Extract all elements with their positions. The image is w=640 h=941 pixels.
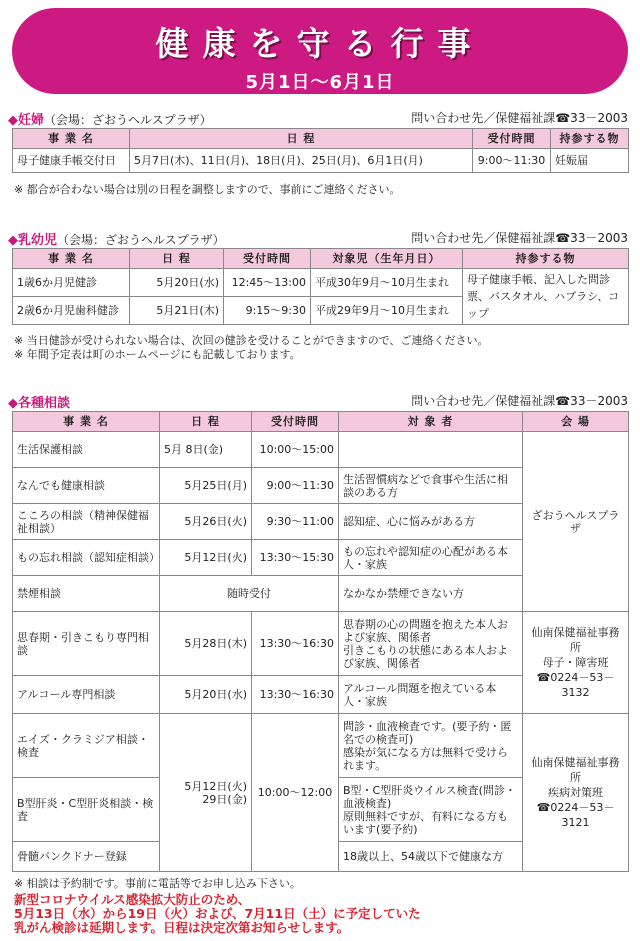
section-venue: （会場：ざおうヘルスプラザ） (44, 113, 212, 127)
pregnant-table (12, 128, 629, 173)
title-banner (12, 8, 628, 94)
cell-target: 生活習慣病などで食事や生活に相談のある方 (339, 468, 523, 504)
cell-target: 認知症、心に悩みがある方 (339, 504, 523, 540)
page-title: 健康を守る行事 (155, 24, 485, 63)
consult-table (12, 411, 629, 872)
cell-time: 13:30～16:30 (252, 612, 339, 676)
section-consult-header (8, 392, 628, 410)
alert-line: 新型コロナウイルス感染拡大防止のため、 (14, 892, 251, 907)
col-header: 事 業 名 (13, 129, 130, 149)
cell-target: 思春期の心の問題を抱えた本人および家族、関係者 引きこもりの状態にある本人および家族、関係者 (339, 612, 523, 676)
cell-date: 5月21日(木) (130, 297, 224, 325)
alert-line: 乳がん検診は延期します。日程は決定次第お知らせします。 (14, 920, 350, 935)
cell-time: 9:00～11:30 (473, 149, 551, 173)
cell-time: 10:00～12:00 (252, 714, 339, 872)
cell-name: 1歳6か月児健診 (13, 269, 130, 297)
note: ※ 当日健診が受けられない場合は、次回の健診を受けることができますので、ご連絡ください。 (14, 334, 489, 347)
col-header: 日 程 (130, 249, 224, 269)
cell-target: B型・C型肝炎ウイルス検査(問診・血液検査) 原則無料ですが、有料になる方もいます(要予約) (339, 778, 523, 842)
cell-date: 5月20日(水) (130, 269, 224, 297)
section-title: ◆乳幼児 (8, 233, 57, 248)
cell-bring: 妊娠届 (551, 149, 629, 173)
col-header: 持参する物 (463, 249, 629, 269)
cell-name: 禁煙相談 (13, 576, 160, 612)
cell-target (339, 432, 523, 468)
cell-name: もの忘れ相談（認知症相談） (13, 540, 160, 576)
section-title: ◆妊婦 (8, 113, 44, 128)
cell-name: こころの相談（精神保健福祉相談） (13, 504, 160, 540)
cell-name: 骨髄バンクドナー登録 (13, 842, 160, 872)
note: ※ 年間予定表は町のホームページにも記載しております。 (14, 348, 301, 361)
cell-time: 9:30～11:00 (252, 504, 339, 540)
note: ※ 都合が合わない場合は別の日程を調整しますので、事前にご連絡ください。 (14, 183, 401, 196)
cell-target: なかなか禁煙できない方 (339, 576, 523, 612)
col-header: 対 象 者 (339, 412, 523, 432)
cell-bring: 母子健康手帳、記入した問診票、バスタオル、ハブラシ、コップ (463, 269, 629, 325)
table-row (13, 432, 629, 468)
covid-alert (14, 893, 421, 935)
cell-time: 10:00～15:00 (252, 432, 339, 468)
alert-line: 5月13日（水）から19日（火）および、7月11日（土）に予定していた (14, 906, 421, 921)
col-header: 受付時間 (224, 249, 311, 269)
table-row (13, 269, 629, 297)
cell-target: 18歳以上、54歳以下で健康な方 (339, 842, 523, 872)
cell-date: 5月20日(水) (160, 676, 252, 714)
cell-time: 9:15～9:30 (224, 297, 311, 325)
cell-name: 2歳6か月児歯科健診 (13, 297, 130, 325)
cell-name: B型肝炎・C型肝炎相談・検査 (13, 778, 160, 842)
table-row (13, 149, 629, 173)
cell-name: 思春期・引きこもり専門相談 (13, 612, 160, 676)
table-row (13, 714, 629, 778)
cell-target: アルコール問題を抱えている本人・家族 (339, 676, 523, 714)
cell-venue: 仙南保健福祉事務所 疾病対策班 ☎0224－53－3121 (523, 714, 629, 872)
cell-name: エイズ・クラミジア相談・検査 (13, 714, 160, 778)
cell-target: 平成29年9月～10月生まれ (311, 297, 463, 325)
cell-datetime: 随時受付 (160, 576, 339, 612)
col-header: 受付時間 (252, 412, 339, 432)
cell-time: 13:30～16:30 (252, 676, 339, 714)
cell-date: 5月 8日(金) (160, 432, 252, 468)
col-header: 事 業 名 (13, 412, 160, 432)
contact-info: 問い合わせ先／保健福祉課☎33－2003 (411, 231, 628, 245)
cell-target: もの忘れや認知症の心配がある本人・家族 (339, 540, 523, 576)
infant-table (12, 248, 629, 325)
col-header: 持参する物 (551, 129, 629, 149)
cell-time: 13:30～15:30 (252, 540, 339, 576)
table-row (13, 612, 629, 676)
cell-name: なんでも健康相談 (13, 468, 160, 504)
cell-name: 母子健康手帳交付日 (13, 149, 130, 173)
col-header: 事 業 名 (13, 249, 130, 269)
cell-date: 5月25日(月) (160, 468, 252, 504)
cell-venue: 仙南保健福祉事務所 母子・障害班 ☎0224－53－3132 (523, 612, 629, 714)
col-header: 会 場 (523, 412, 629, 432)
section-venue: （会場：ざおうヘルスプラザ） (57, 233, 225, 247)
contact-info: 問い合わせ先／保健福祉課☎33－2003 (411, 111, 628, 125)
cell-date: 5月7日(木)、11日(月)、18日(月)、25日(月)、6月1日(月) (130, 149, 473, 173)
note: ※ 相談は予約制です。事前に電話等でお申し込み下さい。 (14, 877, 301, 890)
section-infant-header (8, 229, 628, 247)
cell-time: 12:45～13:00 (224, 269, 311, 297)
cell-name: 生活保護相談 (13, 432, 160, 468)
cell-time: 9:00～11:30 (252, 468, 339, 504)
cell-date: 5月12日(火) (160, 540, 252, 576)
page-period: 5月1日～6月1日 (245, 72, 395, 93)
cell-date: 5月28日(木) (160, 612, 252, 676)
cell-name: アルコール専門相談 (13, 676, 160, 714)
section-pregnant-header (8, 109, 628, 127)
cell-date: 5月26日(火) (160, 504, 252, 540)
cell-target: 平成30年9月～10月生まれ (311, 269, 463, 297)
cell-target: 問診・血液検査です。(要予約・匿名での検査可) 感染が気になる方は無料で受けられます。 (339, 714, 523, 778)
contact-info: 問い合わせ先／保健福祉課☎33－2003 (411, 394, 628, 408)
col-header: 日 程 (130, 129, 473, 149)
col-header: 日 程 (160, 412, 252, 432)
cell-venue: ざおうヘルスプラザ (523, 432, 629, 612)
col-header: 受付時間 (473, 129, 551, 149)
cell-date: 5月12日(火) 29日(金) (160, 714, 252, 872)
col-header: 対象児（生年月日） (311, 249, 463, 269)
section-title: ◆各種相談 (8, 396, 70, 411)
